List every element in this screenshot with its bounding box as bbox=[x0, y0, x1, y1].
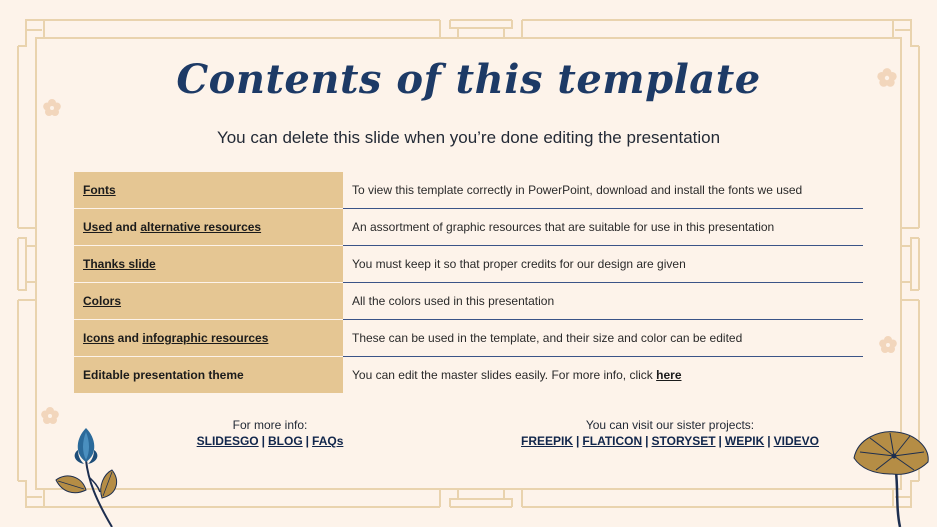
link-separator: | bbox=[261, 434, 265, 448]
row-label-text: Editable presentation theme bbox=[83, 368, 244, 382]
footer-link-freepik[interactable]: FREEPIK bbox=[521, 434, 574, 448]
row-label-text: and bbox=[114, 331, 143, 345]
row-description bbox=[343, 320, 863, 357]
row-description bbox=[343, 209, 863, 246]
row-label-link[interactable]: Used bbox=[83, 220, 113, 234]
row-label-link[interactable]: Colors bbox=[83, 294, 122, 308]
row-description-text: You can edit the master slides easily. For more info, click bbox=[352, 368, 657, 382]
link-separator: | bbox=[576, 434, 580, 448]
footer-link-storyset[interactable]: STORYSET bbox=[651, 434, 716, 448]
footer-left-links bbox=[150, 434, 390, 448]
row-description-text: All the colors used in this presentation bbox=[352, 294, 555, 308]
row-label-link[interactable]: alternative resources bbox=[140, 220, 262, 234]
row-label-text: and bbox=[112, 220, 141, 234]
row-description bbox=[343, 357, 863, 394]
row-label-link[interactable]: Fonts bbox=[83, 183, 116, 197]
row-description-text: To view this template correctly in PowerPoint, download and install the fonts we used bbox=[352, 183, 803, 197]
row-description-text: You must keep it so that proper credits for our design are given bbox=[352, 257, 686, 271]
row-label bbox=[74, 172, 343, 209]
page-title: Contents of this template bbox=[176, 56, 761, 103]
row-label bbox=[74, 320, 343, 357]
row-description bbox=[343, 172, 863, 209]
row-label bbox=[74, 246, 343, 283]
footer-link-flaticon[interactable]: FLATICON bbox=[582, 434, 643, 448]
row-description-text: An assortment of graphic resources that are suitable for use in this presentation bbox=[352, 220, 775, 234]
footer-sister-projects bbox=[470, 418, 870, 448]
row-label-link[interactable]: infographic resources bbox=[142, 331, 269, 345]
contents-table bbox=[74, 172, 863, 393]
footer-more-info bbox=[150, 418, 390, 448]
link-separator: | bbox=[718, 434, 722, 448]
footer-link-slidesgo[interactable]: SLIDESGO bbox=[196, 434, 259, 448]
row-description bbox=[343, 246, 863, 283]
blossom-icon bbox=[878, 335, 898, 355]
row-label bbox=[74, 209, 343, 246]
here-link[interactable]: here bbox=[656, 368, 682, 382]
link-separator: | bbox=[645, 434, 649, 448]
table-row bbox=[74, 357, 863, 394]
table-row bbox=[74, 320, 863, 357]
footer-link-videvo[interactable]: VIDEVO bbox=[773, 434, 819, 448]
lotus-bud-icon bbox=[52, 420, 124, 527]
link-separator: | bbox=[767, 434, 771, 448]
row-label-link[interactable]: Icons bbox=[83, 331, 115, 345]
footer-link-faqs[interactable]: FAQs bbox=[312, 434, 344, 448]
footer-link-wepik[interactable]: WEPIK bbox=[724, 434, 765, 448]
row-label bbox=[74, 283, 343, 320]
footer-left-heading: For more info: bbox=[232, 418, 308, 432]
table-row bbox=[74, 172, 863, 209]
table-row bbox=[74, 283, 863, 320]
footer-right-links bbox=[470, 434, 870, 448]
footer-link-blog[interactable]: BLOG bbox=[268, 434, 303, 448]
page-subtitle: You can delete this slide when you’re done editing the presentation bbox=[216, 128, 721, 147]
row-label-link[interactable]: Thanks slide bbox=[83, 257, 156, 271]
table-row bbox=[74, 246, 863, 283]
footer-right-heading: You can visit our sister projects: bbox=[585, 418, 755, 432]
table-row bbox=[74, 209, 863, 246]
row-description-text: These can be used in the template, and their size and color can be edited bbox=[352, 331, 743, 345]
row-description bbox=[343, 283, 863, 320]
link-separator: | bbox=[305, 434, 310, 448]
row-label bbox=[74, 357, 343, 394]
